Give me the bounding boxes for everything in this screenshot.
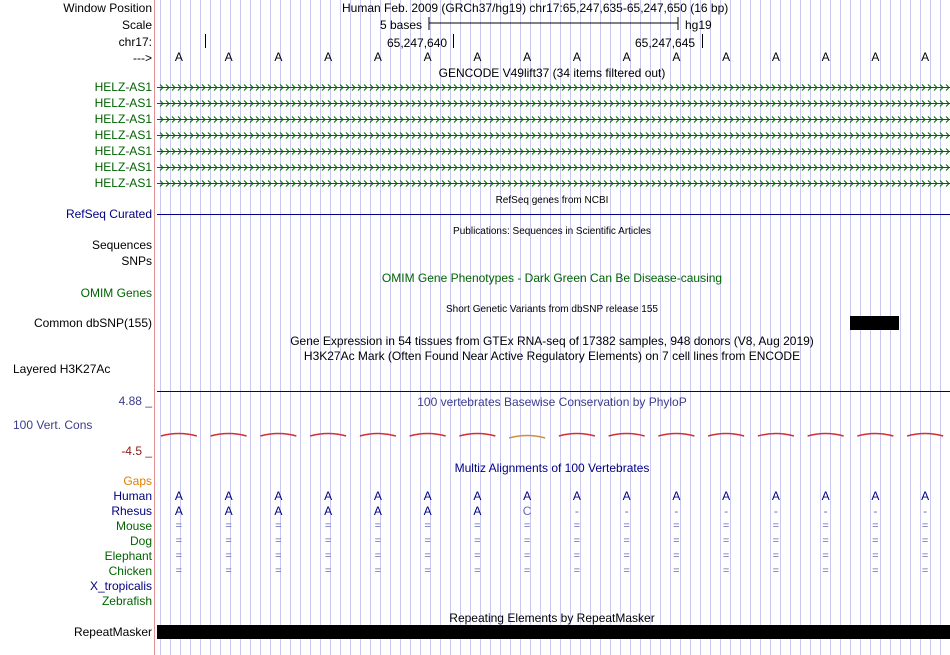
cons-max-label: 4.88 _ [118,394,152,408]
alignment-char-dog: = [673,535,680,547]
alignment-char-rhesus: A [373,504,382,518]
alignment-char-rhesus: A [324,504,333,518]
gencode-gene-lines[interactable] [157,85,950,187]
gencode-gene-line[interactable] [157,85,950,91]
alignment-char-elephant: = [474,550,481,562]
cons-title: 100 vertebrates Basewise Conservation by PhyloP [417,395,687,409]
alignment-char-rhesus: A [423,504,432,518]
omim-label[interactable]: OMIM Genes [80,286,152,300]
alignment-char-human: A [722,489,731,503]
alignment-char-human: A [274,489,283,503]
alignment-char-elephant: = [523,550,531,562]
alignment-char-mouse: = [225,520,232,532]
alignment-char-human: A [373,489,382,503]
gencode-gene-label[interactable]: HELZ-AS1 [94,176,152,190]
alignment-char-human: A [523,489,532,503]
alignment-char-dog: = [872,535,879,547]
conservation-mark [658,434,694,437]
conservation-mark [857,434,893,437]
repeatmasker-label[interactable]: RepeatMasker [73,625,152,639]
h3k27ac-title: H3K27Ac Mark (Often Found Near Active Regulatory Elements) on 7 cell lines from ENCODE [303,349,801,363]
alignment-char-human: A [622,489,631,503]
alignment-char-rhesus: A [274,504,283,518]
cons-min-label: -4.5 _ [121,444,152,458]
alignment-char-rhesus: A [473,504,482,518]
base-letter: A [722,50,731,64]
alignment-char-chicken: = [324,565,332,577]
species-chicken[interactable]: Chicken [108,564,152,578]
gencode-gene-label[interactable]: HELZ-AS1 [94,96,152,110]
base-letter: A [274,50,283,64]
position-tick-1: 65,247,640 [387,36,448,50]
alignment-char-chicken: = [175,565,183,577]
gtex-title: Gene Expression in 54 tissues from GTEx RNA-seq of 17382 samples, 948 donors (V8, Aug 2019) [290,334,814,348]
base-letter: A [373,50,382,64]
gencode-gene-label[interactable]: HELZ-AS1 [94,80,152,94]
alignment-char-human: A [921,489,930,503]
conservation-mark [758,434,794,437]
alignment-char-human: A [672,489,681,503]
alignment-char-elephant: = [772,550,780,562]
species-rhesus[interactable]: Rhesus [111,504,152,518]
gaps-label[interactable]: Gaps [123,474,152,488]
base-letter: A [174,50,183,64]
alignment-char-dog: = [225,535,232,547]
dbsnp-label[interactable]: Common dbSNP(155) [33,316,152,330]
alignment-char-chicken: = [921,565,929,577]
conservation-mark [509,436,545,439]
alignment-char-elephant: = [921,550,929,562]
alignment-char-human: A [771,489,780,503]
multiz-title: Multiz Alignments of 100 Vertebrates [454,461,650,475]
track-labels [0,0,154,655]
alignment-char-rhesus: - [724,504,729,518]
conservation-mark [609,434,645,437]
species-elephant[interactable]: Elephant [104,549,152,563]
gencode-gene-line[interactable] [157,149,950,155]
conservation-mark [708,434,744,437]
alignment-char-dog: = [324,535,332,547]
scale-label: Scale [121,18,152,32]
conservation-mark [211,434,247,437]
alignment-char-mouse: = [872,520,879,532]
base-letter: A [224,50,233,64]
refseq-label[interactable]: RefSeq Curated [65,207,152,221]
base-letter: A [622,50,631,64]
alignment-char-elephant: = [573,550,581,562]
alignment-char-elephant: = [225,550,232,562]
alignment-char-rhesus: C [522,504,532,518]
conservation-mark [808,434,844,437]
alignment-char-chicken: = [772,565,780,577]
alignment-char-dog: = [623,535,630,547]
alignment-char-chicken: = [374,565,382,577]
alignment-char-chicken: = [673,565,680,577]
h3k27ac-label[interactable]: Layered H3K27Ac [13,362,111,376]
alignment-char-mouse: = [573,520,581,532]
alignment-char-dog: = [772,535,780,547]
alignment-char-dog: = [822,535,829,547]
alignment-char-human: A [224,489,233,503]
alignment-char-chicken: = [872,565,879,577]
alignment-char-mouse: = [673,520,680,532]
alignment-char-dog: = [374,535,382,547]
alignment-char-chicken: = [523,565,531,577]
base-letter: A [523,50,532,64]
alignment-char-dog: = [474,535,481,547]
alignment-char-mouse: = [523,520,531,532]
alignment-char-chicken: = [722,565,730,577]
dbsnp-variant-box[interactable] [850,316,899,330]
alignment-char-dog: = [275,535,282,547]
scale-text: 5 bases [380,18,423,32]
gencode-gene-label[interactable]: HELZ-AS1 [94,144,152,158]
base-letter: A [871,50,880,64]
alignment-char-rhesus: - [773,504,778,518]
alignment-char-human: A [572,489,581,503]
alignment-char-mouse: = [772,520,780,532]
alignment-char-human: A [174,489,183,503]
alignment-char-elephant: = [673,550,680,562]
alignment-char-dog: = [722,535,730,547]
omim-title: OMIM Gene Phenotypes - Dark Green Can Be Disease-causing [381,271,723,285]
alignment-char-elephant: = [722,550,730,562]
refseq-title: RefSeq genes from NCBI [495,195,609,206]
alignment-char-rhesus: - [923,504,928,518]
alignment-char-mouse: = [822,520,829,532]
alignment-char-elephant: = [623,550,630,562]
base-letter: A [921,50,930,64]
alignment-char-mouse: = [275,520,282,532]
alignment-char-chicken: = [225,565,232,577]
conservation-mark [907,434,943,437]
alignment-char-rhesus: - [873,504,878,518]
alignment-char-mouse: = [722,520,730,532]
dbsnp-title: Short Genetic Variants from dbSNP release 155 [446,304,658,315]
alignment-char-elephant: = [275,550,282,562]
gencode-title: GENCODE V49lift37 (34 items filtered out) [438,66,666,80]
alignment-char-elephant: = [324,550,332,562]
repeatmasker-bar[interactable] [157,625,950,639]
alignment-char-dog: = [424,535,431,547]
alignment-char-elephant: = [175,550,183,562]
base-letter: A [473,50,482,64]
species-human[interactable]: Human [113,489,152,503]
alignment-char-mouse: = [623,520,630,532]
alignment-char-mouse: = [424,520,431,532]
species-dog[interactable]: Dog [129,534,152,548]
alignment-char-rhesus: A [224,504,233,518]
base-letter: A [423,50,432,64]
alignment-char-human: A [871,489,880,503]
alignment-char-dog: = [573,535,581,547]
window-position-label: Window Position [63,1,152,15]
alignment-char-rhesus: - [574,504,579,518]
gencode-gene-line[interactable] [157,181,950,187]
position-tick-2: 65,247,645 [635,36,696,50]
base-letter: A [672,50,681,64]
snps-label[interactable]: SNPs [121,254,152,268]
gencode-gene-line[interactable] [157,165,950,171]
alignment-char-chicken: = [623,565,630,577]
alignment-char-rhesus: - [823,504,828,518]
gencode-gene-label[interactable]: HELZ-AS1 [94,112,152,126]
alignment-char-mouse: = [175,520,183,532]
gencode-gene-line[interactable] [157,101,950,107]
base-letter: A [572,50,581,64]
base-letter: A [821,50,830,64]
alignment-char-dog: = [523,535,531,547]
gencode-gene-line[interactable] [157,117,950,123]
alignment-char-rhesus: A [174,504,183,518]
alignment-char-chicken: = [822,565,829,577]
scale-db-text: hg19 [685,18,712,32]
alignment-char-mouse: = [374,520,382,532]
alignment-char-mouse: = [324,520,332,532]
alignment-char-chicken: = [573,565,581,577]
alignment-char-human: A [473,489,482,503]
strand-label: ---> [133,51,152,65]
alignment-char-elephant: = [872,550,879,562]
alignment-char-mouse: = [921,520,929,532]
alignment-char-chicken: = [474,565,481,577]
conservation-wiggle [161,434,943,439]
species-mouse[interactable]: Mouse [115,519,152,533]
gencode-gene-label[interactable]: HELZ-AS1 [94,160,152,174]
gencode-gene-label[interactable]: HELZ-AS1 [94,128,152,142]
conservation-mark [559,434,595,437]
gencode-gene-line[interactable] [157,133,950,139]
alignment-char-human: A [423,489,432,503]
alignment-char-chicken: = [275,565,282,577]
alignment-char-elephant: = [424,550,431,562]
alignment-char-human: A [821,489,830,503]
base-letter: A [324,50,333,64]
chrom-label: chr17: [118,35,152,49]
sequences-label[interactable]: Sequences [91,238,152,252]
alignment-char-dog: = [921,535,929,547]
publications-title: Publications: Sequences in Scientific Articles [453,226,651,237]
alignment-char-human: A [324,489,333,503]
alignment-char-elephant: = [822,550,829,562]
conservation-mark [459,434,495,437]
alignment-char-rhesus: - [624,504,629,518]
assembly-position-text: Human Feb. 2009 (GRCh37/hg19) chr17:65,247,635-65,247,650 (16 bp) [342,1,729,15]
species-xtropicalis[interactable]: X_tropicalis [89,579,152,593]
cons-label[interactable]: 100 Vert. Cons [13,418,93,432]
base-letter: A [771,50,780,64]
alignment-char-chicken: = [424,565,431,577]
alignment-char-rhesus: - [674,504,679,518]
alignment-char-elephant: = [374,550,382,562]
repeatmasker-title: Repeating Elements by RepeatMasker [449,611,655,625]
species-zebrafish[interactable]: Zebrafish [101,594,152,608]
alignment-char-mouse: = [474,520,481,532]
conservation-mark [161,434,197,437]
alignment-char-dog: = [175,535,183,547]
